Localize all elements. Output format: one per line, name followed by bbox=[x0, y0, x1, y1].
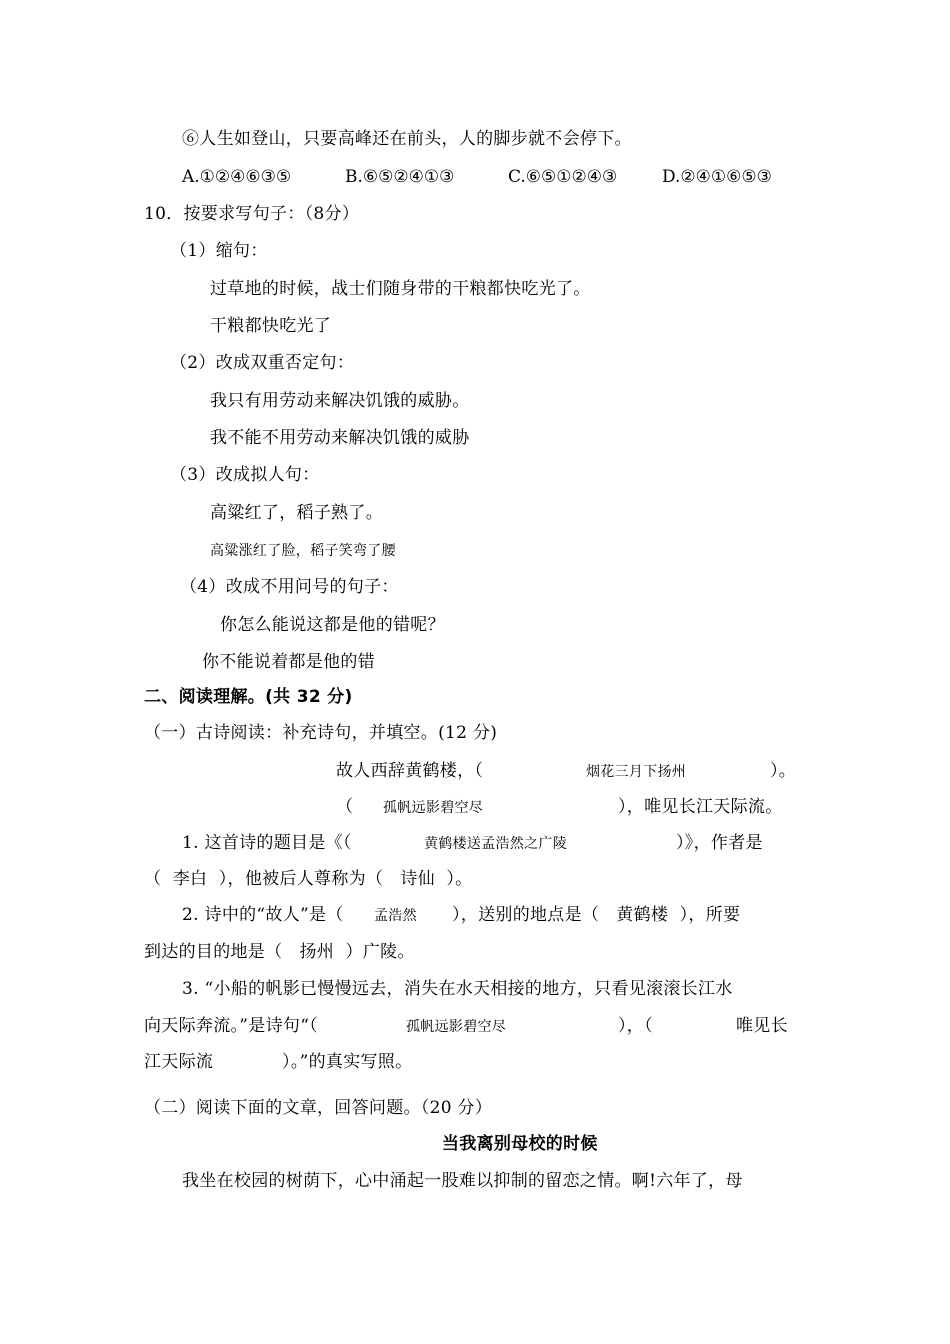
poem-line1-prefix: 故人西辞黄鹤楼，（ bbox=[336, 761, 484, 781]
q10-part2-answer: 我不能不用劳动来解决饥饿的威胁 bbox=[210, 428, 470, 448]
q10-part4-answer: 你不能说着都是他的错 bbox=[202, 652, 375, 672]
q9-option-c: C.⑥⑤①②④③ bbox=[508, 167, 618, 187]
poem-q3-answer2-start: 唯见长 bbox=[736, 1016, 788, 1036]
q10-part3-question: 高粱红了，稻子熟了。 bbox=[210, 503, 383, 523]
poem-q1-answer: 黄鹤楼送孟浩然之广陵 bbox=[424, 836, 567, 852]
poem-line2-answer: 孤帆远影碧空尽 bbox=[383, 800, 484, 816]
poem-line1-answer: 烟花三月下扬州 bbox=[586, 764, 687, 780]
q9-option-b: B.⑥⑤②④①③ bbox=[345, 167, 455, 187]
poem-q3-suffix: ）。”的真实写照。 bbox=[282, 1052, 413, 1072]
poem-line2-prefix: （ bbox=[336, 797, 354, 817]
poem-heading: （一）古诗阅读：补充诗句，并填空。(12 分) bbox=[144, 723, 498, 743]
poem-q3-answer1: 孤帆远影碧空尽 bbox=[406, 1019, 507, 1035]
q10-title: 10．按要求写句子：（8分） bbox=[144, 204, 360, 224]
q9-option-d: D.②④①⑥⑤③ bbox=[662, 167, 772, 187]
poem-line2-suffix: ），唯见长江天际流。 bbox=[618, 797, 783, 817]
q10-part2-label: （2）改成双重否定句： bbox=[170, 353, 355, 373]
q10-part3-answer: 高粱涨红了脸，稻子笑弯了腰 bbox=[210, 543, 396, 559]
poem-q2-suffix: ），送别的地点是（ 黄鹤楼 ），所要 bbox=[452, 905, 741, 925]
poem-q3-answer2-end: 江天际流 bbox=[144, 1052, 214, 1072]
poem-q3-separator: ），（ bbox=[618, 1016, 653, 1036]
poem-q2-line2: 到达的目的地是（ 扬州 ）广陵。 bbox=[144, 942, 415, 962]
q9-option-a: A.①②④⑥③⑤ bbox=[182, 167, 292, 187]
q10-part4-question: 你怎么能说这都是他的错呢？ bbox=[220, 615, 445, 635]
poem-q1-line2: （ 李白 ），他被后人尊称为（ 诗仙 ）。 bbox=[144, 869, 473, 889]
q9-sentence-6: ⑥人生如登山，只要高峰还在前头，人的脚步就不会停下。 bbox=[182, 129, 632, 149]
q10-part1-label: （1）缩句： bbox=[170, 241, 268, 261]
q10-part1-answer: 干粮都快吃光了 bbox=[210, 316, 332, 336]
poem-q2-answer: 孟浩然 bbox=[374, 908, 417, 924]
poem-q1-suffix: ）》，作者是 bbox=[676, 833, 763, 853]
article-heading: （二）阅读下面的文章，回答问题。（20 分） bbox=[144, 1098, 493, 1118]
q10-part1-question: 过草地的时候，战士们随身带的干粮都快吃光了。 bbox=[210, 279, 591, 299]
q10-part4-label: （4）改成不用问号的句子： bbox=[180, 577, 399, 597]
poem-q1-prefix: 1. 这首诗的题目是《（ bbox=[182, 833, 352, 853]
q10-part3-label: （3）改成拟人句： bbox=[170, 465, 320, 485]
poem-q3-line2-prefix: 向天际奔流。”是诗句“（ bbox=[144, 1016, 318, 1036]
section-2-title: 二、阅读理解。(共 32 分) bbox=[144, 687, 353, 707]
article-first-line: 我坐在校园的树荫下，心中涌起一股难以抑制的留恋之情。啊!六年了，母 bbox=[182, 1171, 743, 1191]
q10-part2-question: 我只有用劳动来解决饥饿的威胁。 bbox=[210, 391, 470, 411]
poem-q3-line1: 3. “小船的帆影已慢慢远去，消失在水天相接的地方，只看见滚滚长江水 bbox=[182, 979, 733, 999]
article-title: 当我离别母校的时候 bbox=[442, 1134, 598, 1154]
poem-line1-suffix: ）。 bbox=[770, 761, 797, 781]
poem-q2-prefix: 2. 诗中的“故人”是（ bbox=[182, 905, 344, 925]
